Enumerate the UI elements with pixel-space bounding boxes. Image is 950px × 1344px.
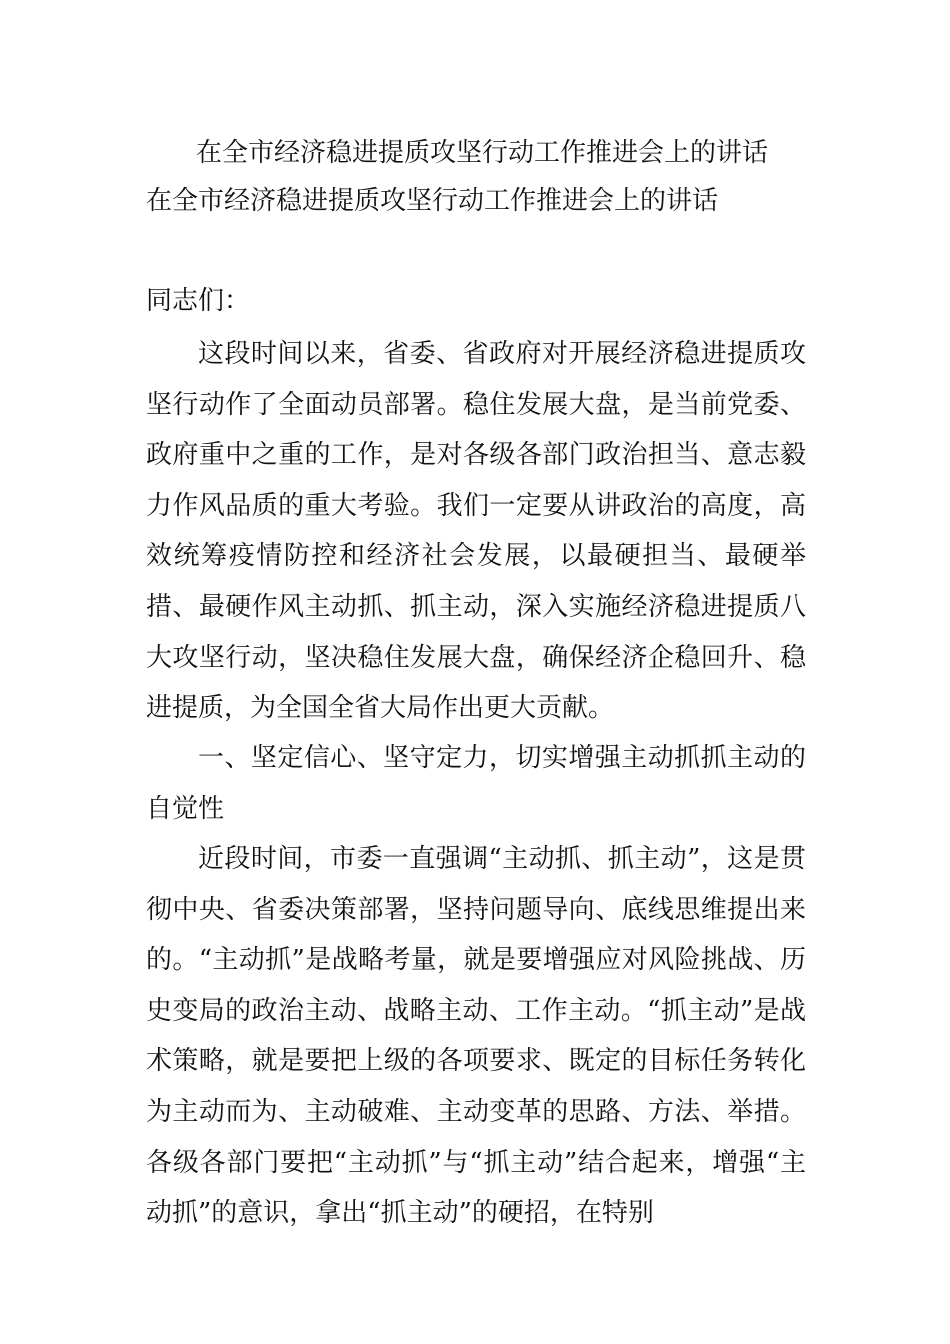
salutation: 同志们： xyxy=(146,286,251,316)
paragraph-intro: 这段时间以来，省委、省政府对开展经济稳进提质攻坚行动作了全面动员部署。稳住发展大盘，是当前党委、政府重中之重的工作，是对各级各部门政治担当、意志毅力作风品质的重大考验。我们一定要从讲政治的高度，高效统筹疫情防控和经济社会发展，以最硬担当、最硬举措、最硬作风主动抓、抓主动，深入实施经济稳进提质八大攻坚行动，坚决稳住发展大盘，确保经济企稳回升、稳进提质，为全国全省大局作出更大贡献。 xyxy=(146,339,806,724)
paragraph-section-1: 近段时间，市委一直强调“主动抓、抓主动”，这是贯彻中央、省委决策部署，坚持问题导向、底线思维提出来的。“主动抓”是战略考量，就是要增强应对风险挑战、历史变局的政治主动、战略主动、工作主动。“抓主动”是战术策略，就是要把上级的各项要求、既定的目标任务转化为主动而为、主动破难、主动变革的思路、方法、举措。各级各部门要把“主动抓”与“抓主动”结合起来，增强“主动抓”的意识，拿出“抓主动”的硬招，在特别 xyxy=(146,844,806,1229)
document-title-line-1: 在全市经济稳进提质攻坚行动工作推进会上的讲话 xyxy=(196,138,769,168)
document-title-line-2: 在全市经济稳进提质攻坚行动工作推进会上的讲话 xyxy=(146,186,719,216)
section-heading-1: 一、坚定信心、坚守定力，切实增强主动抓抓主动的自觉性 xyxy=(146,743,806,824)
